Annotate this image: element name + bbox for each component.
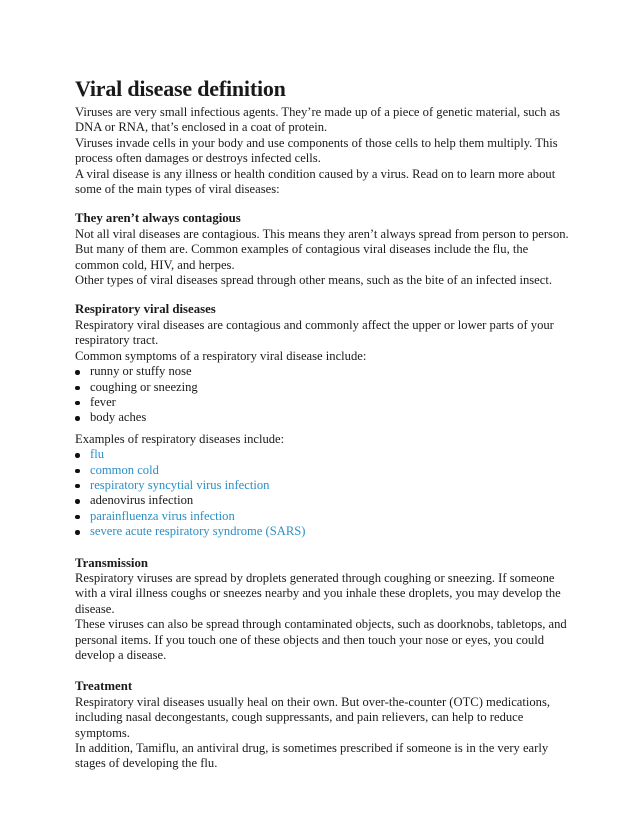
example-link-parainfluenza[interactable]: parainfluenza virus infection xyxy=(90,508,235,523)
section-heading: They aren’t always contagious xyxy=(75,211,241,226)
intro-paragraph: Viruses invade cells in your body and use components of those cells to help them multiply. This process often damages or destroys infected cells. xyxy=(75,135,558,166)
section-paragraph: In addition, Tamiflu, an antiviral drug, is sometimes prescribed if someone is in the very early stages of developing the flu. xyxy=(75,741,549,771)
list-item-text: adenovirus infection xyxy=(90,493,194,508)
section-paragraph: Common symptoms of a respiratory viral disease include: xyxy=(75,348,367,363)
bullet-icon xyxy=(75,370,80,375)
transmission-section xyxy=(75,556,575,664)
list-item xyxy=(75,410,575,425)
respiratory-section xyxy=(75,302,575,539)
bullet-icon xyxy=(75,515,80,520)
bullet-icon xyxy=(75,469,80,474)
example-link-rsv[interactable]: respiratory syncytial virus infection xyxy=(90,477,270,492)
bullet-icon xyxy=(75,453,80,458)
list-item xyxy=(75,463,575,478)
list-item xyxy=(75,380,575,395)
section-paragraph: Not all viral diseases are contagious. This means they aren’t always spread from person to person. But many of them are. Common examples of contagious viral diseases include the flu, the common cold, HIV, and herpes. xyxy=(75,226,569,272)
section-heading: Transmission xyxy=(75,555,149,570)
example-link-sars[interactable]: severe acute respiratory syndrome (SARS) xyxy=(90,524,306,539)
list-item-text: runny or stuffy nose xyxy=(90,364,192,379)
bullet-icon xyxy=(75,484,80,489)
section-heading: Respiratory viral diseases xyxy=(75,302,216,317)
bullet-icon xyxy=(75,499,80,504)
section-paragraph: Respiratory viral diseases are contagious and commonly affect the upper or lower parts of your respiratory tract. xyxy=(75,317,554,348)
page-title: Viral disease definition xyxy=(75,76,286,101)
list-item-text: body aches xyxy=(90,410,147,425)
treatment-section xyxy=(75,679,575,771)
list-item xyxy=(75,395,575,410)
examples-intro: Examples of respiratory diseases include: xyxy=(75,431,285,446)
section-paragraph: These viruses can also be spread through contaminated objects, such as doorknobs, tabletops, and personal items. If you touch one of these objects and then touch your nose or eyes, you could develop a disease. xyxy=(75,617,567,662)
intro-paragraph: Viruses are very small infectious agents. They’re made up of a piece of genetic material, such as DNA or RNA, that’s enclosed in a coat of protein. xyxy=(75,105,561,135)
section-paragraph: Respiratory viruses are spread by droplets generated through coughing or sneezing. If someone with a viral illness coughs or sneezes nearby and you inhale these droplets, you may develop the disease. xyxy=(75,570,561,616)
bullet-icon xyxy=(75,386,80,391)
example-link-common-cold[interactable]: common cold xyxy=(90,462,159,477)
bullet-icon xyxy=(75,401,80,406)
bullet-icon xyxy=(75,416,80,421)
section-heading: Treatment xyxy=(75,679,133,694)
list-item xyxy=(75,364,575,379)
section-paragraph: Respiratory viral diseases usually heal on their own. But over-the-counter (OTC) medications, including nasal decongestants, cough suppressants, and pain relievers, can help to reduce symptoms. xyxy=(75,694,551,740)
list-item-text: fever xyxy=(90,394,116,409)
list-item xyxy=(75,478,575,493)
examples-list xyxy=(75,447,575,539)
list-item xyxy=(75,509,575,524)
list-item xyxy=(75,447,575,462)
example-link-flu[interactable]: flu xyxy=(90,447,104,462)
document-page xyxy=(75,76,575,772)
list-item xyxy=(75,524,575,539)
bullet-icon xyxy=(75,530,80,535)
list-item-text: coughing or sneezing xyxy=(90,379,198,394)
section-paragraph: Other types of viral diseases spread through other means, such as the bite of an infected insect. xyxy=(75,273,553,288)
contagious-section xyxy=(75,211,575,288)
list-item xyxy=(75,493,575,508)
intro-paragraph: A viral disease is any illness or health condition caused by a virus. Read on to learn more about some of the main types of viral diseases: xyxy=(75,166,556,197)
symptoms-list xyxy=(75,364,575,426)
intro-section xyxy=(75,105,575,197)
